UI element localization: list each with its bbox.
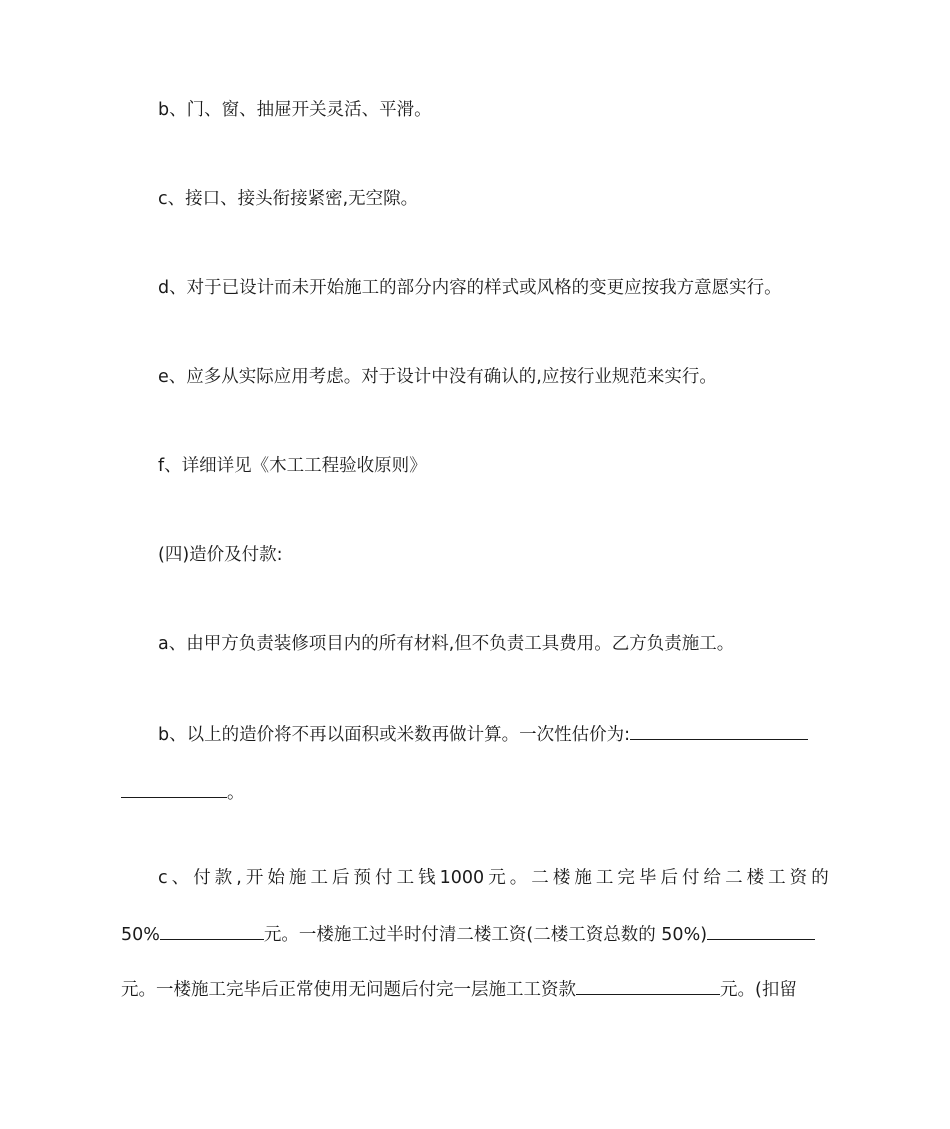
- c-token: 付: [682, 868, 700, 888]
- payment-item-b: [158, 721, 829, 747]
- c-token: 1000: [439, 868, 485, 888]
- c-token: 后: [331, 868, 350, 888]
- c-token: 施: [574, 868, 592, 888]
- c-token: 工: [310, 868, 328, 888]
- c-token: ,: [236, 868, 242, 888]
- item-f-acceptance-rules: f、详细详见《木工工程验收原则》: [158, 456, 427, 476]
- c-line3-end: 元。(扣留: [720, 980, 797, 1000]
- c-token: 开: [245, 868, 264, 888]
- c-token: 给: [703, 868, 722, 888]
- c-token: 工: [595, 868, 614, 888]
- c-token: 元: [488, 868, 506, 888]
- c-token: 资: [789, 868, 808, 888]
- c-token: 付: [375, 868, 393, 888]
- c-token: 。: [509, 868, 528, 888]
- payment-item-b-end: 。: [227, 783, 245, 803]
- estimate-blank: [630, 721, 808, 740]
- first-payment-blank: [160, 921, 264, 940]
- c-token: 楼: [746, 868, 765, 888]
- c-token: 工: [396, 868, 415, 888]
- c-line2-text: 元。一楼施工过半时付清二楼工资(二楼工资总数的 50%): [263, 925, 708, 945]
- c-token: c: [158, 868, 168, 888]
- c-token: 的: [811, 868, 829, 888]
- c-line3-text: 元。一楼施工完毕后正常使用无问题后付完一层施工工资款: [121, 980, 576, 1000]
- c-token: 二: [531, 868, 549, 888]
- c-token: 始: [267, 868, 285, 888]
- c-token: 施: [288, 868, 307, 888]
- item-e-practical-use: e、应多从实际应用考虑。对于设计中没有确认的,应按行业规范来实行。: [158, 367, 717, 387]
- c-token: 完: [617, 868, 635, 888]
- payment-item-c-line2: [121, 921, 829, 947]
- c-token: 后: [660, 868, 678, 888]
- c-token: 毕: [638, 868, 657, 888]
- c-token: 工: [768, 868, 786, 888]
- item-d-design-change: d、对于已设计而未开始施工的部分内容的样式或风格的变更应按我方意愿实行。: [158, 278, 782, 298]
- payment-item-b-text: b、以上的造价将不再以面积或米数再做计算。一次性估价为:: [158, 725, 631, 745]
- payment-item-a: a、由甲方负责装修项目内的所有材料,但不负责工具费用。乙方负责施工。: [158, 634, 735, 654]
- c-token: 楼: [552, 868, 571, 888]
- c-token: 预: [353, 868, 372, 888]
- payment-item-b-continued: [121, 779, 829, 805]
- item-c-joints: c、接口、接头衔接紧密,无空隙。: [158, 189, 419, 209]
- c-token: 付: [193, 868, 211, 888]
- section-heading-pricing: (四)造价及付款:: [158, 545, 283, 565]
- c-line2-percent: 50%: [121, 925, 160, 945]
- payment-item-c: [158, 866, 829, 890]
- c-token: 二: [725, 868, 743, 888]
- c-token: 钱: [418, 868, 436, 888]
- item-b-hardware: b、门、窗、抽屉开关灵活、平滑。: [158, 100, 432, 120]
- second-payment-blank: [707, 921, 815, 940]
- estimate-blank-continued: [121, 779, 227, 798]
- c-token: 、: [171, 868, 190, 888]
- c-token: 款: [214, 868, 233, 888]
- final-payment-blank: [576, 976, 720, 995]
- payment-item-c-line3: [121, 976, 829, 1002]
